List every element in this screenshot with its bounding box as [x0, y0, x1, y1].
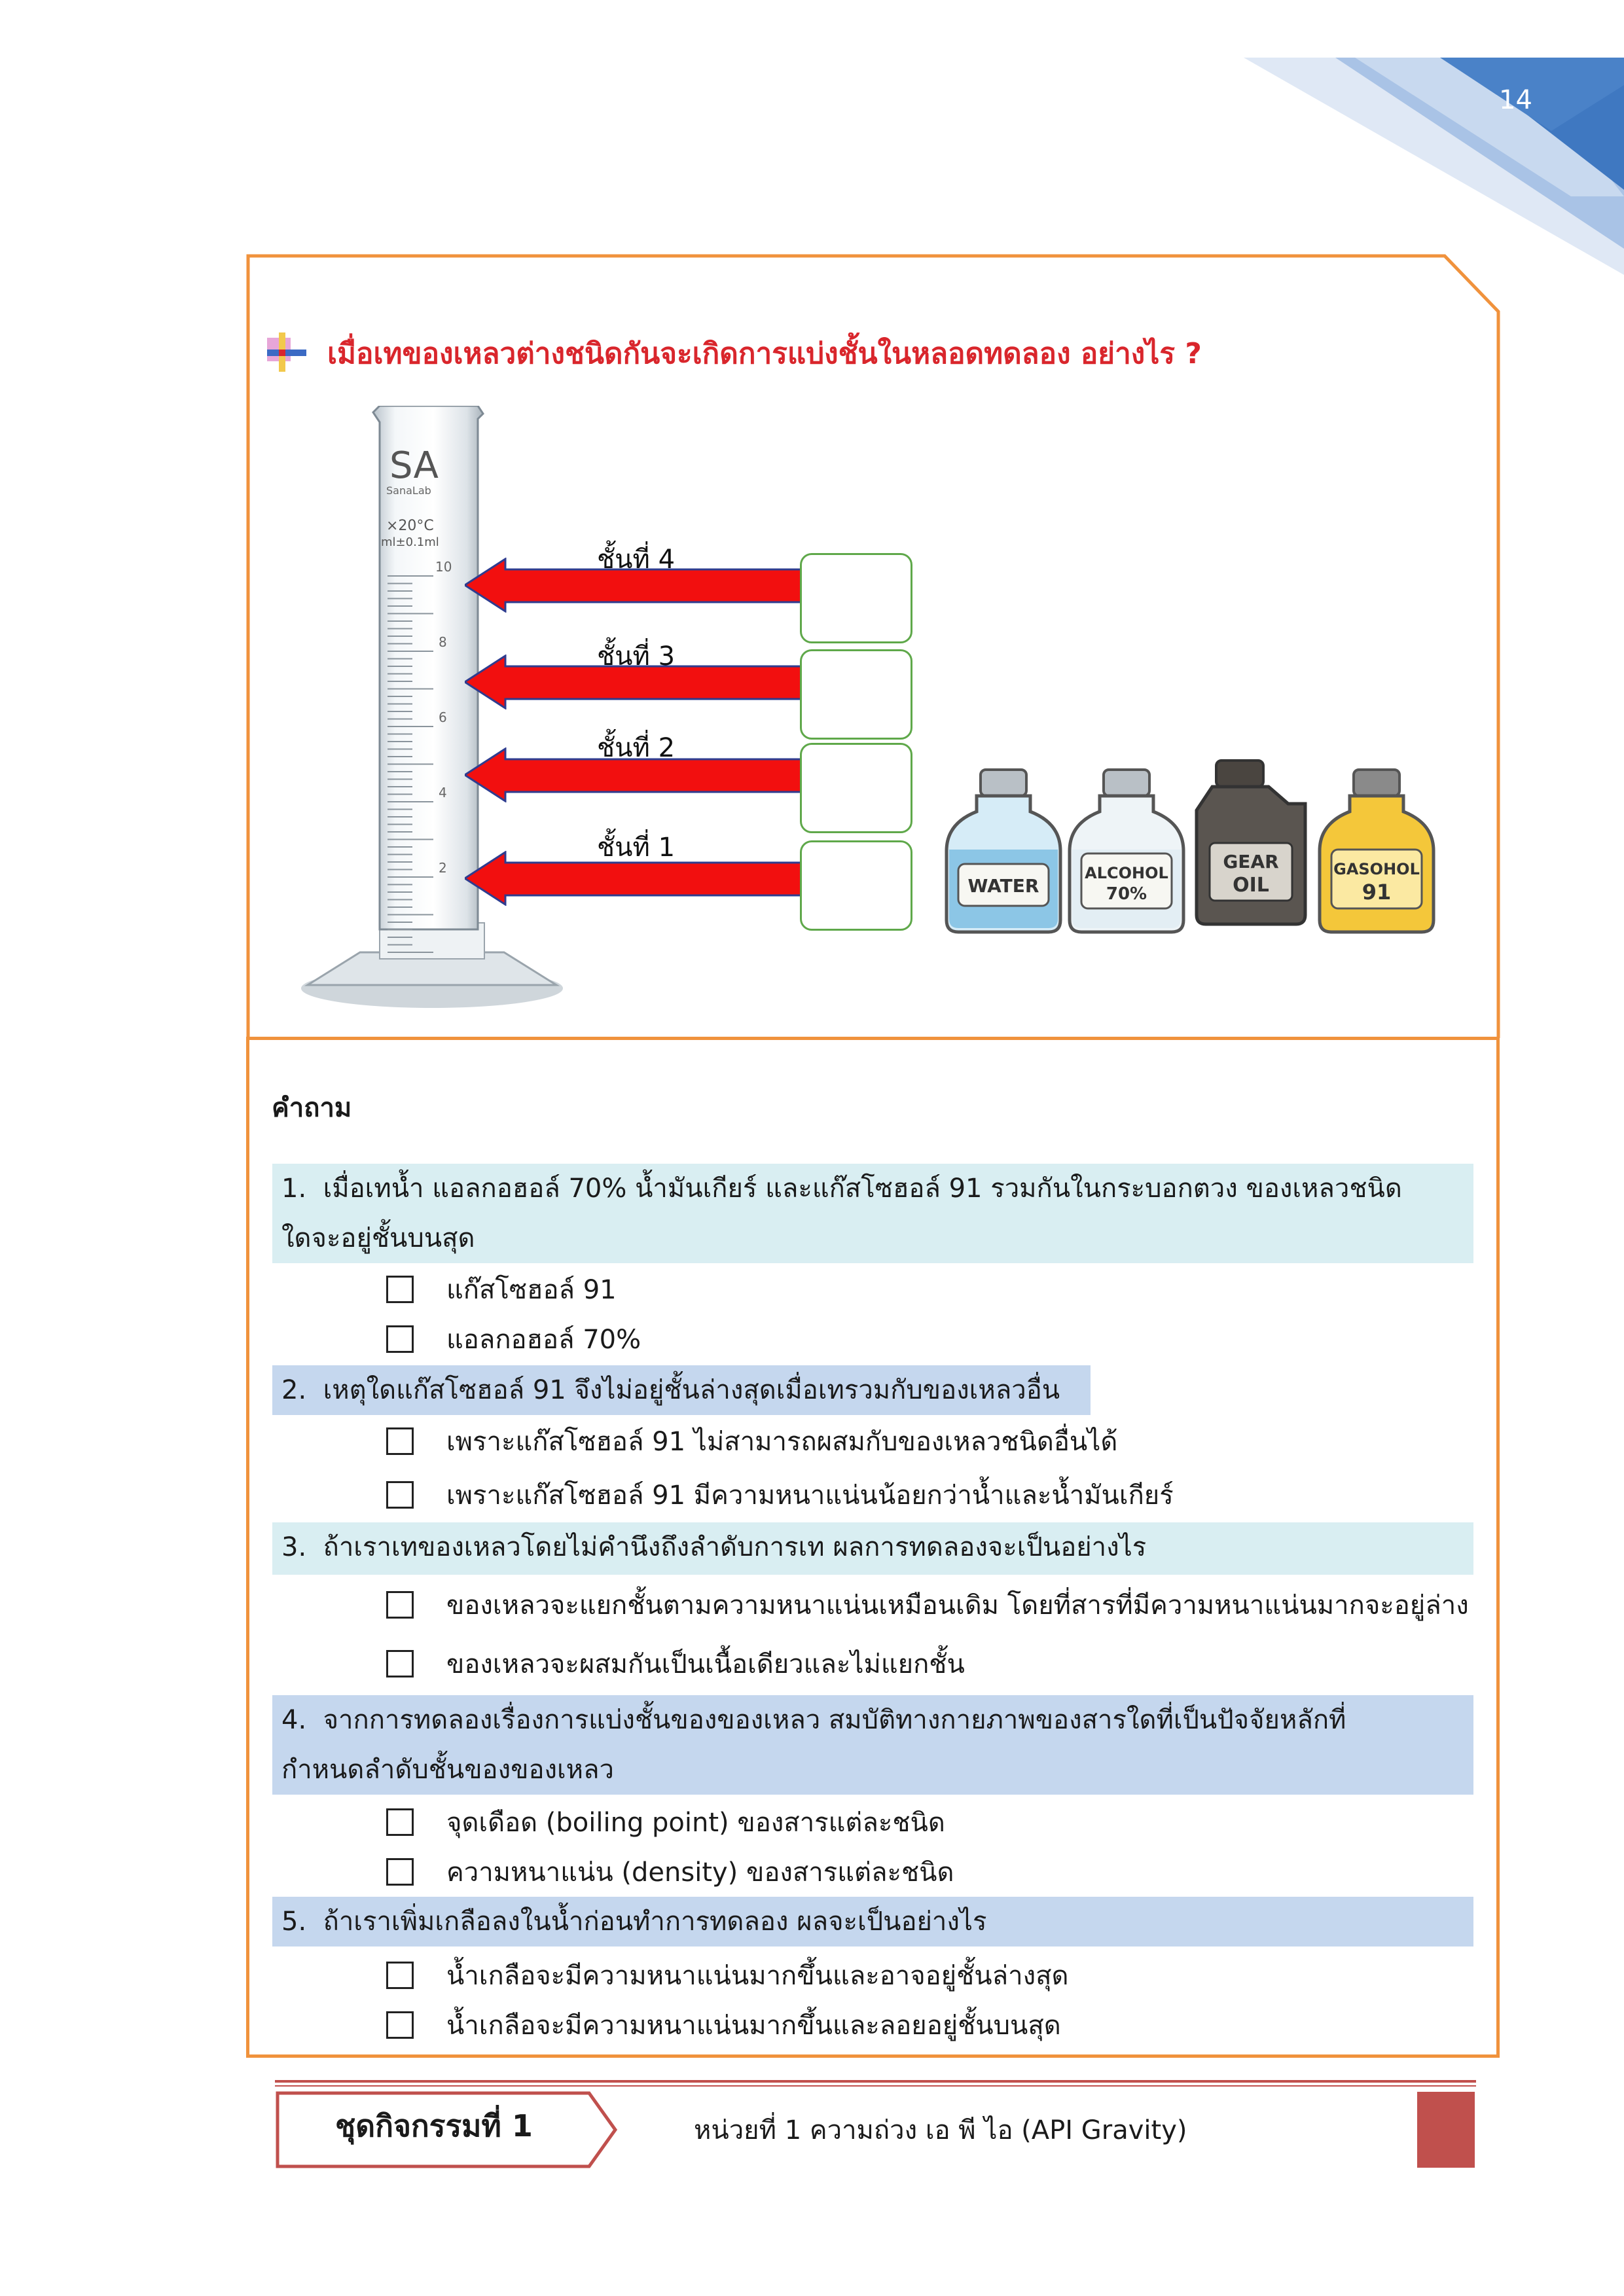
q4-option-b[interactable] [386, 1851, 954, 1893]
layer-label-1: ชั้นที่ 1 [597, 833, 676, 863]
q3-option-b-label: ของเหลวจะผสมกันเป็นเนื้อเดียวและไม่แยกชั้น [446, 1649, 965, 1679]
answer-box-layer-1[interactable] [800, 840, 912, 931]
checkbox[interactable] [386, 2011, 414, 2039]
q3-option-a[interactable] [386, 1584, 1469, 1626]
bottle-label-alcohol-2: 70% [1106, 884, 1147, 904]
alcohol-bottle-image [1066, 766, 1187, 936]
question-4 [272, 1695, 1473, 1795]
question-2-number: 2. [281, 1375, 307, 1405]
q2-option-a-label: เพราะแก๊สโซฮอล์ 91 ไม่สามารถผสมกับของเหลวชนิดอื่นได้ [446, 1427, 1118, 1457]
q1-option-b-label: แอลกอฮอล์ 70% [446, 1325, 641, 1355]
answer-box-layer-3[interactable] [800, 649, 912, 740]
question-3-number: 3. [281, 1532, 307, 1562]
question-5-text: ถ้าเราเพิ่มเกลือลงในน้ำก่อนทำการทดลอง ผลจะเป็นอย่างไร [323, 1907, 987, 1937]
q5-option-a-label: น้ำเกลือจะมีความหนาแน่นมากขึ้นและอาจอยู่ชั้นล่างสุด [446, 1961, 1069, 1991]
q4-option-b-label: ความหนาแน่น (density) ของสารแต่ละชนิด [446, 1857, 954, 1888]
layer-label-4: ชั้นที่ 4 [597, 545, 676, 575]
checkbox[interactable] [386, 1650, 414, 1677]
unit-title: หน่วยที่ 1 ความถ่วง เอ พี ไอ (API Gravity) [694, 2115, 1187, 2145]
q4-option-a-label: จุดเดือด (boiling point) ของสารแต่ละชนิด [446, 1808, 945, 1838]
bottle-label-water: WATER [967, 875, 1039, 897]
cylinder-brand: SanaLab [386, 484, 431, 497]
page-corner-decoration [1244, 0, 1624, 275]
answer-box-layer-2[interactable] [800, 743, 912, 833]
q1-option-a[interactable] [386, 1268, 617, 1310]
q2-option-b[interactable] [386, 1474, 1174, 1516]
scale-label-8: 8 [439, 634, 447, 650]
question-5 [272, 1897, 1473, 1946]
scale-label-6: 6 [439, 709, 447, 725]
cylinder-spec-2: ml±0.1ml [381, 535, 439, 549]
water-bottle-image [943, 766, 1064, 936]
q4-option-a[interactable] [386, 1801, 945, 1843]
checkbox[interactable] [386, 1858, 414, 1886]
q5-option-a[interactable] [386, 1954, 1069, 1996]
question-4-number: 4. [281, 1705, 307, 1735]
question-1-text-line1: เมื่อเทน้ำ แอลกอฮอล์ 70% น้ำมันเกียร์ และแก๊สโซฮอล์ 91 รวมกันในกระบอกตวง ของเหลวชนิด [323, 1174, 1402, 1204]
question-title: เมื่อเทของเหลวต่างชนิดกันจะเกิดการแบ่งชั้นในหลอดทดลอง อย่างไร ? [327, 337, 1202, 370]
page-number: 14 [1499, 85, 1532, 115]
q5-option-b[interactable] [386, 2004, 1061, 2046]
answer-box-layer-4[interactable] [800, 553, 912, 643]
bottle-label-alcohol-1: ALCOHOL [1085, 864, 1168, 882]
question-4-text-line1: จากการทดลองเรื่องการแบ่งชั้นของของเหลว สมบัติทางกายภาพของสารใดที่เป็นปัจจัยหลักที่ [323, 1705, 1346, 1735]
question-1-text-line2: ใดจะอยู่ชั้นบนสุด [281, 1223, 475, 1253]
cylinder-spec-1: ×20°C [386, 518, 434, 534]
scale-label-4: 4 [439, 785, 447, 800]
question-1 [272, 1164, 1473, 1263]
plus-bullet-icon [267, 332, 306, 372]
question-3 [272, 1522, 1473, 1575]
checkbox[interactable] [386, 1481, 414, 1509]
cylinder-logo: SA [389, 444, 439, 487]
question-2 [272, 1365, 1091, 1415]
scale-label-2: 2 [439, 860, 447, 876]
gear-oil-bottle-image [1190, 758, 1312, 928]
checkbox[interactable] [386, 1325, 414, 1353]
bottle-label-gear-2: OIL [1233, 874, 1269, 897]
checkbox[interactable] [386, 1808, 414, 1836]
question-1-number: 1. [281, 1174, 307, 1204]
layer-label-3: ชั้นที่ 3 [597, 641, 676, 672]
question-3-text: ถ้าเราเทของเหลวโดยไม่คำนึงถึงลำดับการเท ผลการทดลองจะเป็นอย่างไร [323, 1532, 1147, 1562]
q3-option-b[interactable] [386, 1643, 965, 1685]
activity-set-label: ชุดกิจกรรมที่ 1 [335, 2108, 533, 2144]
q2-option-b-label: เพราะแก๊สโซฮอล์ 91 มีความหนาแน่นน้อยกว่าน้ำและน้ำมันเกียร์ [446, 1480, 1174, 1511]
checkbox[interactable] [386, 1427, 414, 1455]
checkbox[interactable] [386, 1962, 414, 1989]
checkbox[interactable] [386, 1591, 414, 1619]
bottle-label-gasohol-1: GASOHOL [1333, 860, 1420, 878]
q5-option-b-label: น้ำเกลือจะมีความหนาแน่นมากขึ้นและลอยอยู่ชั้นบนสุด [446, 2011, 1061, 2041]
question-4-text-line2: กำหนดลำดับชั้นของของเหลว [281, 1755, 615, 1785]
bottle-label-gear-1: GEAR [1223, 851, 1279, 872]
question-2-text: เหตุใดแก๊สโซฮอล์ 91 จึงไม่อยู่ชั้นล่างสุดเมื่อเทรวมกับของเหลวอื่น [323, 1375, 1060, 1405]
q3-option-a-label: ของเหลวจะแยกชั้นตามความหนาแน่นเหมือนเดิม โดยที่สารที่มีความหนาแน่นมากจะอยู่ล่าง [446, 1590, 1469, 1621]
questions-heading: คำถาม [272, 1093, 352, 1123]
q1-option-a-label: แก๊สโซฮอล์ 91 [446, 1275, 617, 1305]
question-5-number: 5. [281, 1907, 307, 1937]
bottle-label-gasohol-2: 91 [1362, 880, 1392, 905]
q2-option-a[interactable] [386, 1420, 1117, 1462]
scale-label-10: 10 [435, 559, 452, 575]
q1-option-b[interactable] [386, 1318, 641, 1360]
gasohol-bottle-image [1316, 766, 1437, 936]
layer-label-2: ชั้นที่ 2 [597, 733, 676, 763]
checkbox[interactable] [386, 1276, 414, 1303]
